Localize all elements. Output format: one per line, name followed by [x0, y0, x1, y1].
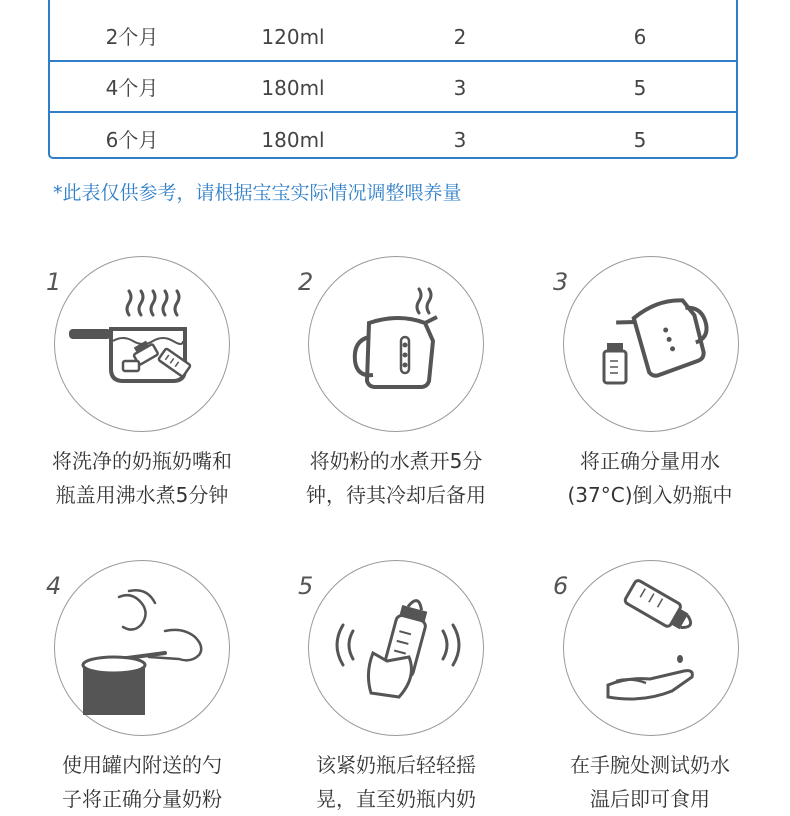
step-illustration	[308, 256, 484, 432]
row-divider	[50, 111, 736, 113]
table-row	[50, 63, 736, 113]
step-number: 6	[553, 572, 569, 600]
cell-age: 4个月	[105, 76, 159, 100]
step-description-line: 将奶粉的水煮开5分	[309, 449, 483, 473]
step-description	[42, 444, 242, 512]
step-number: 3	[553, 268, 569, 296]
step-illustration	[563, 256, 739, 432]
step-description	[296, 444, 496, 512]
pouring-kettle-icon	[564, 257, 740, 433]
cell-volume: 180ml	[261, 76, 325, 100]
cell-volume: 180ml	[261, 128, 325, 152]
shake-bottle-icon	[309, 561, 485, 737]
step-number: 2	[298, 268, 314, 296]
step-description	[296, 748, 496, 816]
step-description	[550, 444, 750, 512]
step-description-line: 在手腕处测试奶水	[570, 753, 730, 777]
kettle-icon	[309, 257, 485, 433]
table-row	[50, 115, 736, 165]
step-description-line: (37°C)倒入奶瓶中	[567, 483, 733, 507]
step-illustration	[563, 560, 739, 736]
table-row	[50, 12, 736, 62]
cell-age: 2个月	[105, 25, 159, 49]
step-description-line: 瓶盖用沸水煮5分钟	[55, 483, 229, 507]
step-description-line: 晃，直至奶瓶内奶	[316, 787, 476, 811]
step-description-line: 子将正确分量奶粉	[62, 787, 222, 811]
step-description-line: 该紧奶瓶后轻轻摇	[316, 753, 476, 777]
step-number: 1	[46, 268, 62, 296]
cell-count: 3	[453, 128, 467, 152]
step-number: 4	[46, 572, 62, 600]
step-description-line: 使用罐内附送的勺	[62, 753, 222, 777]
step-description-line: 钟，待其冷却后备用	[306, 483, 486, 507]
cell-count: 3	[453, 76, 467, 100]
cell-volume: 120ml	[261, 25, 325, 49]
step-description-line: 温后即可食用	[590, 787, 710, 811]
cell-times: 5	[633, 76, 647, 100]
cell-age: 6个月	[105, 128, 159, 152]
step-description	[42, 748, 242, 816]
boiling-pot-icon	[55, 257, 231, 433]
step-illustration	[308, 560, 484, 736]
step-description-line: 将洗净的奶瓶奶嘴和	[52, 449, 232, 473]
cell-times: 5	[633, 128, 647, 152]
step-number: 5	[298, 572, 314, 600]
table-note: *此表仅供参考，请根据宝宝实际情况调整喂养量	[53, 182, 462, 204]
scoop-powder-icon	[55, 561, 231, 737]
feeding-table	[48, 0, 738, 159]
row-divider	[50, 60, 736, 62]
step-description-line: 将正确分量用水	[580, 449, 720, 473]
step-illustration	[54, 560, 230, 736]
cell-times: 6	[633, 25, 647, 49]
step-illustration	[54, 256, 230, 432]
cell-count: 2	[453, 25, 467, 49]
step-description	[550, 748, 750, 816]
wrist-test-icon	[564, 561, 740, 737]
